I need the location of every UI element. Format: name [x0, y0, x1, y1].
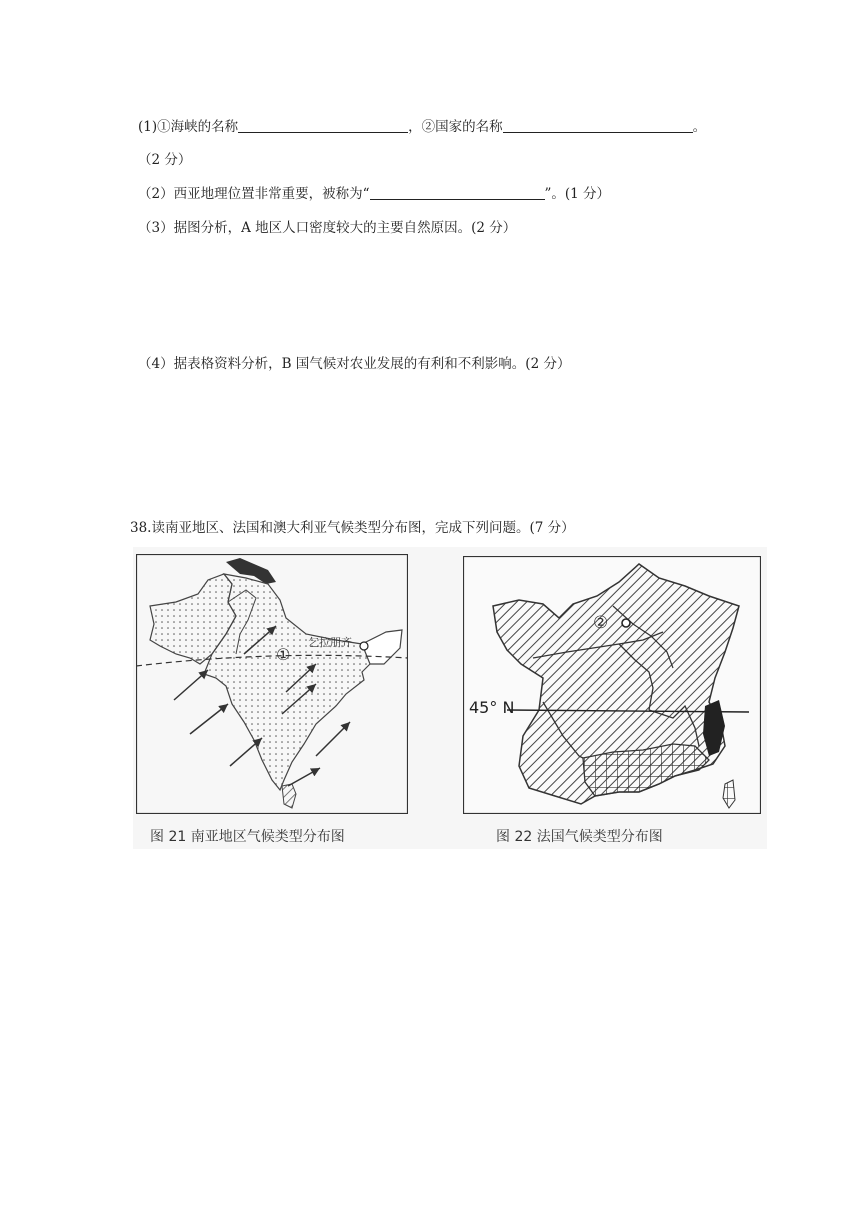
- q1-part2: ，②国家的名称: [408, 119, 503, 135]
- q1-country-blank[interactable]: [503, 118, 693, 133]
- fig22-marker: ②: [593, 613, 609, 633]
- q1-part1: (1)①海峡的名称: [138, 119, 239, 135]
- fig21-caption: 图 21 南亚地区气候类型分布图: [150, 829, 345, 845]
- q1-strait-blank[interactable]: [238, 118, 408, 133]
- cherrapunji-point: [360, 642, 368, 650]
- q2-after: ”。(1 分）: [544, 186, 611, 202]
- south-asia-map: [136, 554, 408, 814]
- q2-line: [138, 182, 610, 202]
- q38-line: 38.读南亚地区、法国和澳大利亚气候类型分布图，完成下列问题。(7 分）: [130, 520, 575, 536]
- q2-blank[interactable]: [370, 185, 545, 200]
- lat-45n-label: 45° N: [469, 698, 515, 717]
- france-map: [463, 556, 761, 814]
- paris-point: [622, 619, 630, 627]
- q1-line: [138, 115, 706, 135]
- q1-score: （2 分）: [138, 152, 192, 168]
- fig22-caption: 图 22 法国气候类型分布图: [496, 829, 663, 845]
- q4-line: （4）据表格资料分析，B 国气候对农业发展的有利和不利影响。(2 分）: [138, 356, 571, 372]
- q2-before: （2）西亚地理位置非常重要，被称为“: [138, 186, 370, 202]
- q3-line: （3）据图分析，A 地区人口密度较大的主要自然原因。(2 分）: [138, 220, 517, 236]
- cherrapunji-label: 乞拉朋齐: [308, 637, 352, 649]
- fig21-marker: ①: [276, 645, 291, 664]
- q1-part3: 。: [692, 119, 707, 135]
